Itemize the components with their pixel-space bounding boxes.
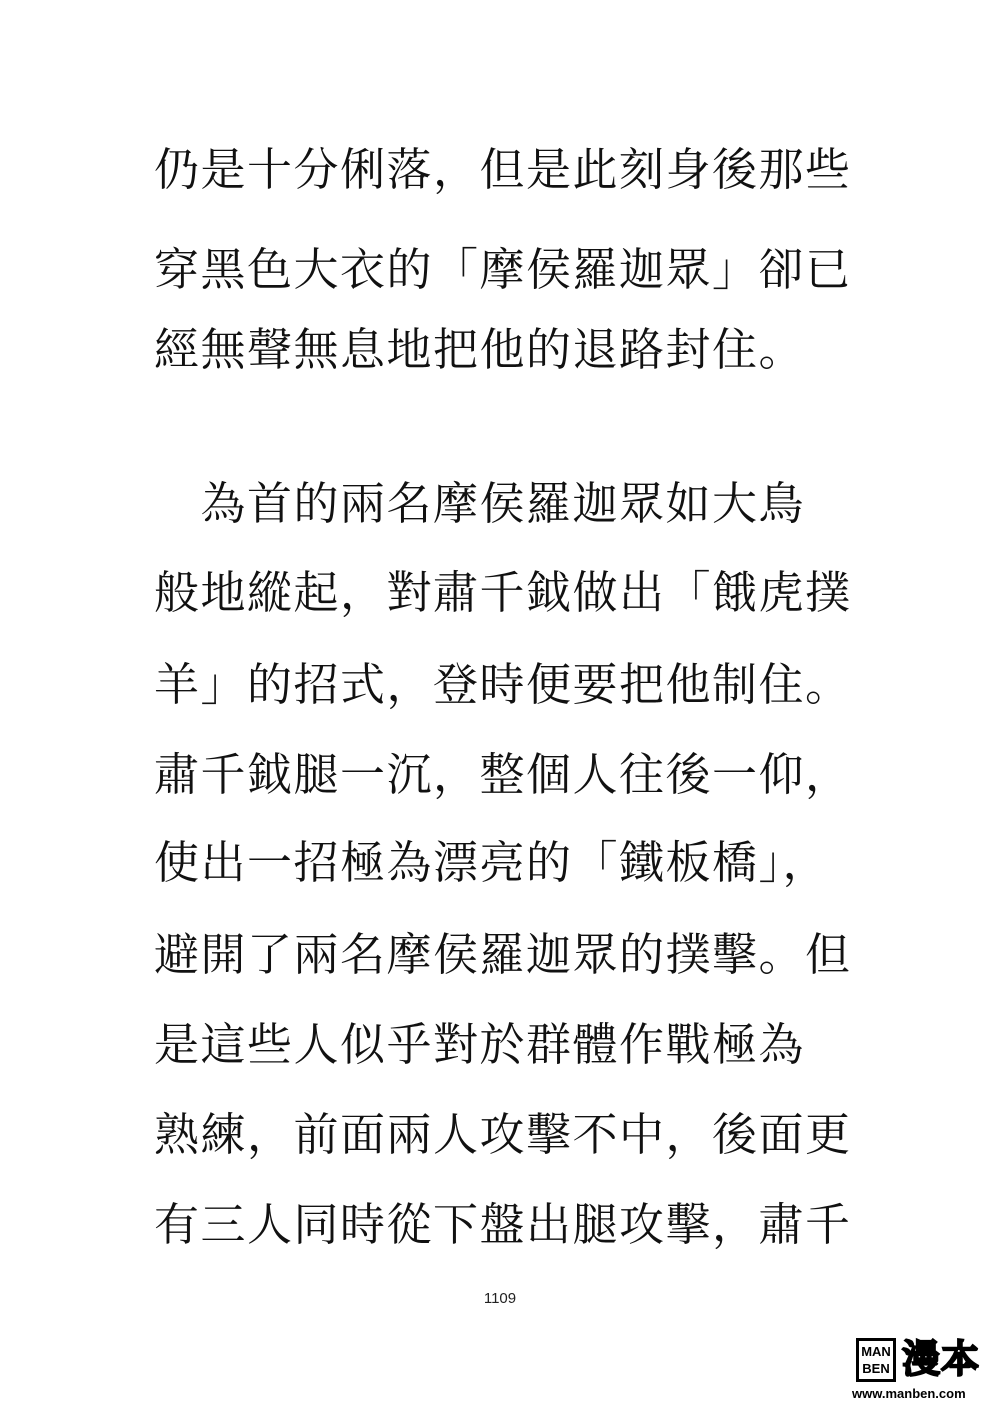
text-line-6: 羊」的招式，登時便要把他制住。 (154, 658, 852, 711)
text-line-2: 穿黑色大衣的「摩侯羅迦眾」卻已 (154, 243, 852, 296)
text-line-8: 使出一招極為漂亮的「鐵板橋」， (154, 836, 830, 889)
text-line-12: 有三人同時從下盤出腿攻擊，肅千 (154, 1198, 852, 1251)
text-line-1: 仍是十分俐落，但是此刻身後那些 (154, 143, 852, 196)
text-line-5: 般地縱起，對肅千鉞做出「餓虎撲 (154, 566, 852, 619)
text-line-4: 為首的兩名摩侯羅迦眾如大鳥 (154, 477, 806, 530)
watermark-logo-top: MAN (861, 1344, 891, 1359)
page-number: 1109 (483, 1290, 517, 1307)
text-line-3: 經無聲無息地把他的退路封住。 (154, 323, 806, 376)
watermark-title: 漫本 (902, 1337, 981, 1381)
text-line-11: 熟練，前面兩人攻擊不中，後面更 (154, 1108, 852, 1161)
text-line-9: 避開了兩名摩侯羅迦眾的撲擊。但 (154, 928, 852, 981)
text-line-10: 是這些人似乎對於群體作戰極為 (154, 1018, 806, 1071)
watermark-url: www.manben.com (852, 1386, 966, 1401)
site-watermark (852, 1338, 992, 1404)
watermark-logo-icon (856, 1338, 896, 1382)
watermark-logo-bottom: BEN (862, 1361, 890, 1376)
text-line-7: 肅千鉞腿一沉，整個人往後一仰， (154, 748, 852, 801)
